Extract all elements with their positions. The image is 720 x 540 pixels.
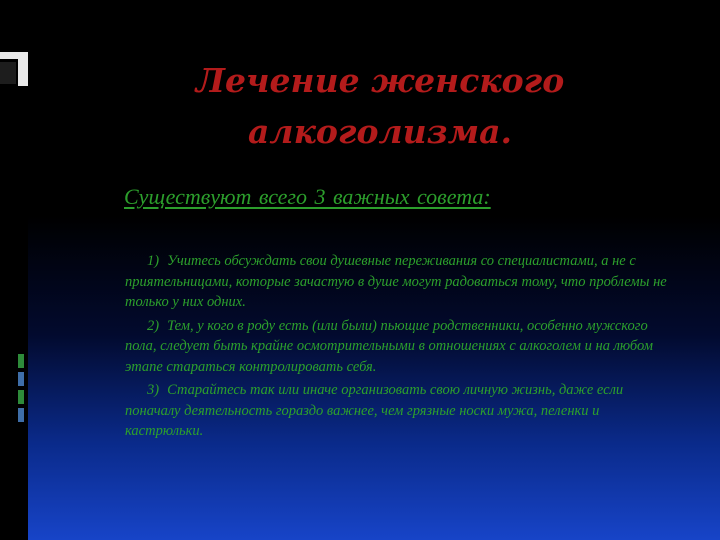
accent-stripe-blue — [18, 372, 24, 386]
slide-title: Лечение женского алкоголизма. — [195, 61, 565, 151]
accent-shape-vertical — [18, 52, 28, 86]
list-item — [125, 251, 675, 313]
list-item — [125, 380, 675, 442]
item-number: 3) — [147, 382, 160, 398]
item-number: 1) — [147, 253, 160, 269]
accent-shape-dark — [0, 62, 16, 84]
item-number: 2) — [147, 317, 160, 334]
accent-stripe-green — [18, 390, 24, 404]
advice-list — [125, 251, 675, 445]
accent-shape-top — [0, 52, 20, 59]
accent-stripe-blue — [18, 408, 24, 422]
item-text: Учитесь обсуждать свои душевные переживания со специалистами, а не с приятельницами, которые зачастую в душе могут радоваться тому, что проблемы не только у них одних. — [125, 253, 667, 310]
slide-subtitle: Существуют всего 3 важных совета: — [124, 184, 491, 209]
item-text: Тем, у кого в роду есть (или были) пьющие родственники, особенно мужского пола, следует быть крайне осмотрительными в отношениях с алкоголем и на любом этапе стараться контролировать себя. — [125, 317, 653, 375]
left-accent-bar — [0, 0, 28, 540]
accent-stripe-green — [18, 354, 24, 368]
list-item — [125, 316, 675, 378]
item-text: Старайтесь так или иначе организовать свою личную жизнь, даже если поначалу деятельность гораздо важнее, чем грязные носки мужа, пеленки и кастрюльки. — [125, 382, 624, 439]
